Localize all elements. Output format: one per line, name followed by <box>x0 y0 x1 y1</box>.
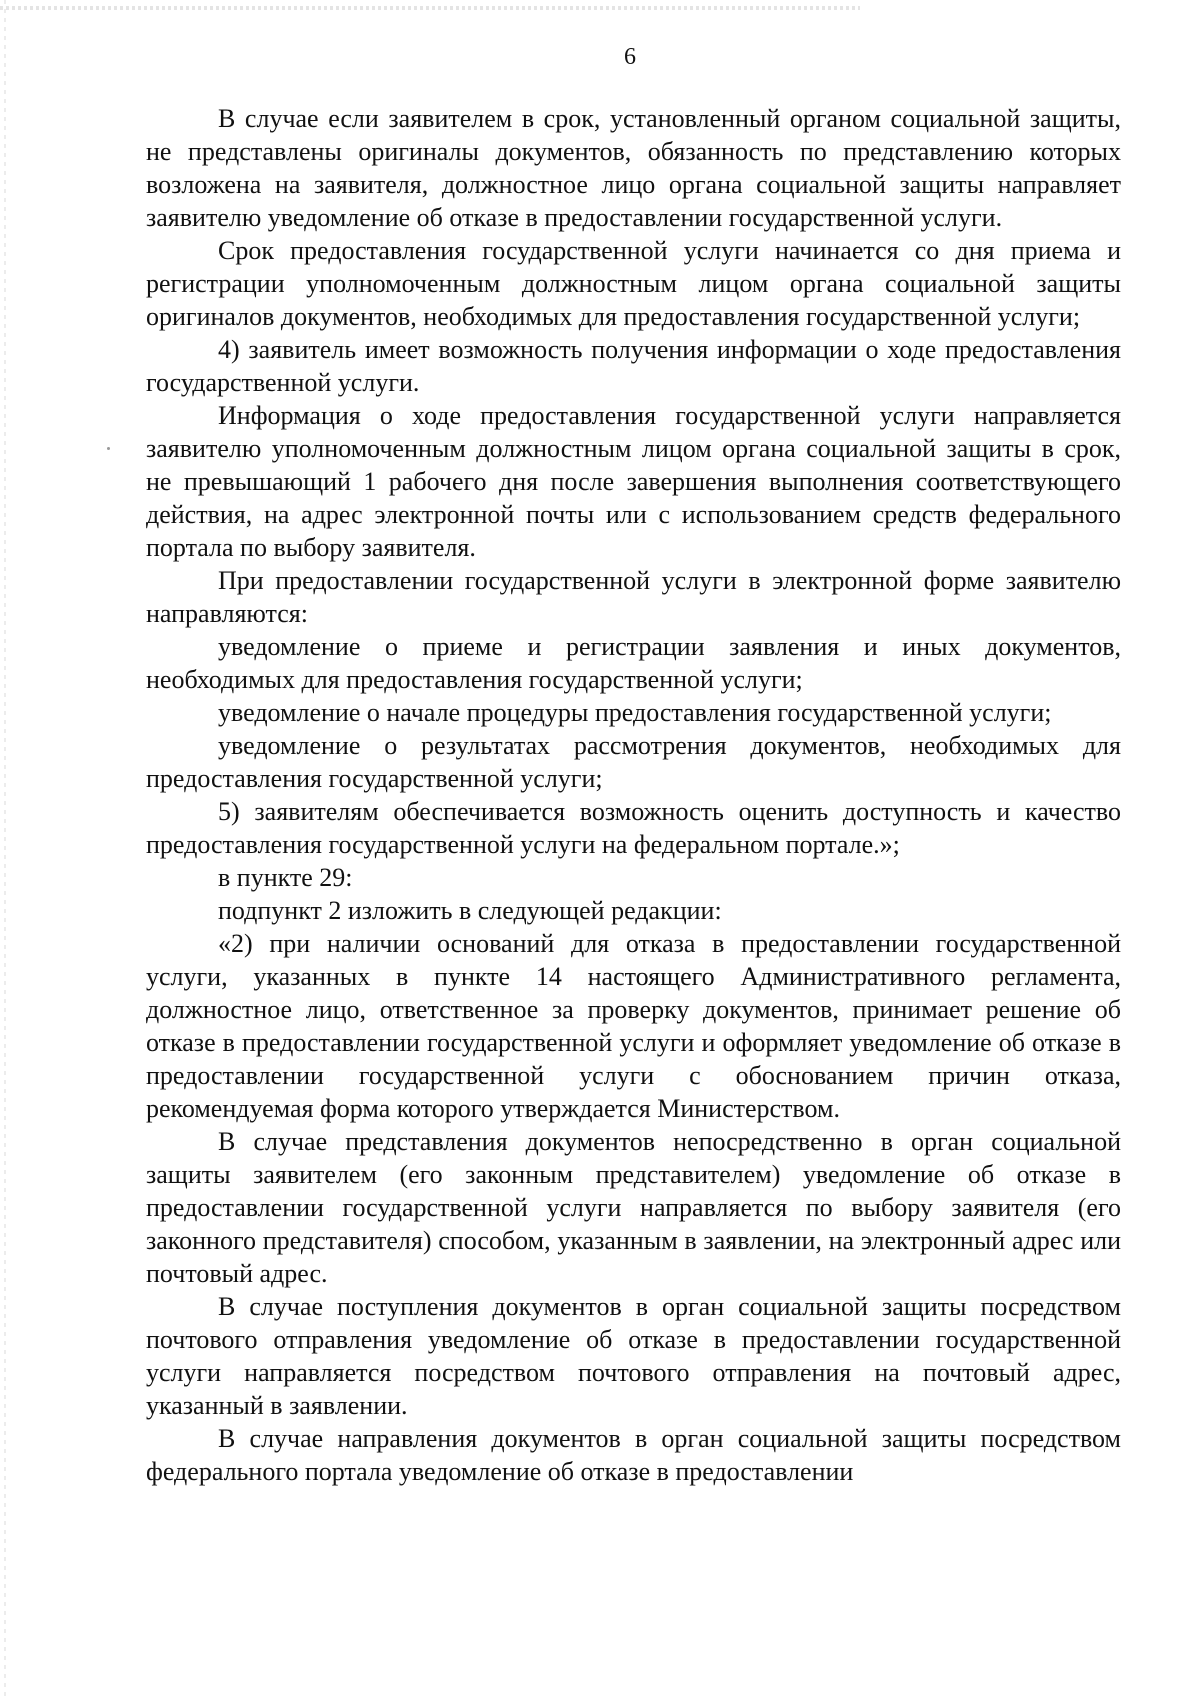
paragraph: «2) при наличии оснований для отказа в предоставлении государственной услуги, указанных в пункте 14 настоящего Административного регламента, должностное лицо, ответственное за проверку документов, принимает решение об отказе в предоставлении государственной услуги и оформляет уведомление об отказе в предоставлении государственной услуги с обоснованием причин отказа, рекомендуемая форма которого утверждается Министерством. <box>146 929 1121 1123</box>
paragraph: В случае если заявителем в срок, установленный органом социальной защиты, не представлены оригиналы документов, обязанность по представлению которых возложена на заявителя, должностное лицо органа социальной защиты направляет заявителю уведомление об отказе в предоставлении государственной услуги. <box>146 104 1121 232</box>
paragraph: Информация о ходе предоставления государственной услуги направляется заявителю уполномоченным должностным лицом органа социальной защиты в срок, не превышающий 1 рабочего дня после завершения выполнения соответствующего действия, на адрес электронной почты или с использованием средств федерального портала по выбору заявителя. <box>146 401 1121 562</box>
paragraph: в пункте 29: <box>218 863 353 892</box>
paragraph: В случае поступления документов в орган социальной защиты посредством почтового отправления уведомление об отказе в предоставлении государственной услуги направляется посредством почтового отправления на почтовый адрес, указанный в заявлении. <box>146 1292 1121 1420</box>
paragraph: уведомление о начале процедуры предоставления государственной услуги; <box>218 698 1052 727</box>
scan-edge-left <box>4 0 6 1698</box>
paragraph: подпункт 2 изложить в следующей редакции: <box>218 896 722 925</box>
paragraph: 4) заявитель имеет возможность получения информации о ходе предоставления государственной услуги. <box>146 335 1121 397</box>
paragraph: уведомление о приеме и регистрации заявления и иных документов, необходимых для предоставления государственной услуги; <box>146 632 1121 694</box>
paragraph: Срок предоставления государственной услуги начинается со дня приема и регистрации уполномоченным должностным лицом органа социальной защиты оригиналов документов, необходимых для предоставления государственной услуги; <box>146 236 1121 331</box>
paragraph: 5) заявителям обеспечивается возможность оценить доступность и качество предоставления государственной услуги на федеральном портале.»; <box>146 797 1121 859</box>
paragraph: уведомление о результатах рассмотрения документов, необходимых для предоставления государственной услуги; <box>146 731 1121 793</box>
scan-edge-top <box>0 6 860 10</box>
document-body <box>146 102 1121 1488</box>
paragraph: При предоставлении государственной услуги в электронной форме заявителю направляются: <box>146 566 1121 628</box>
page-number: 6 <box>624 44 636 70</box>
scan-speck <box>107 447 110 450</box>
paragraph: В случае направления документов в орган социальной защиты посредством федерального портала уведомление об отказе в предоставлении <box>146 1424 1121 1486</box>
paragraph: В случае представления документов непосредственно в орган социальной защиты заявителем (его законным представителем) уведомление об отказе в предоставлении государственной услуги направляется по выбору заявителя (его законного представителя) способом, указанным в заявлении, на электронный адрес или почтовый адрес. <box>146 1127 1121 1288</box>
